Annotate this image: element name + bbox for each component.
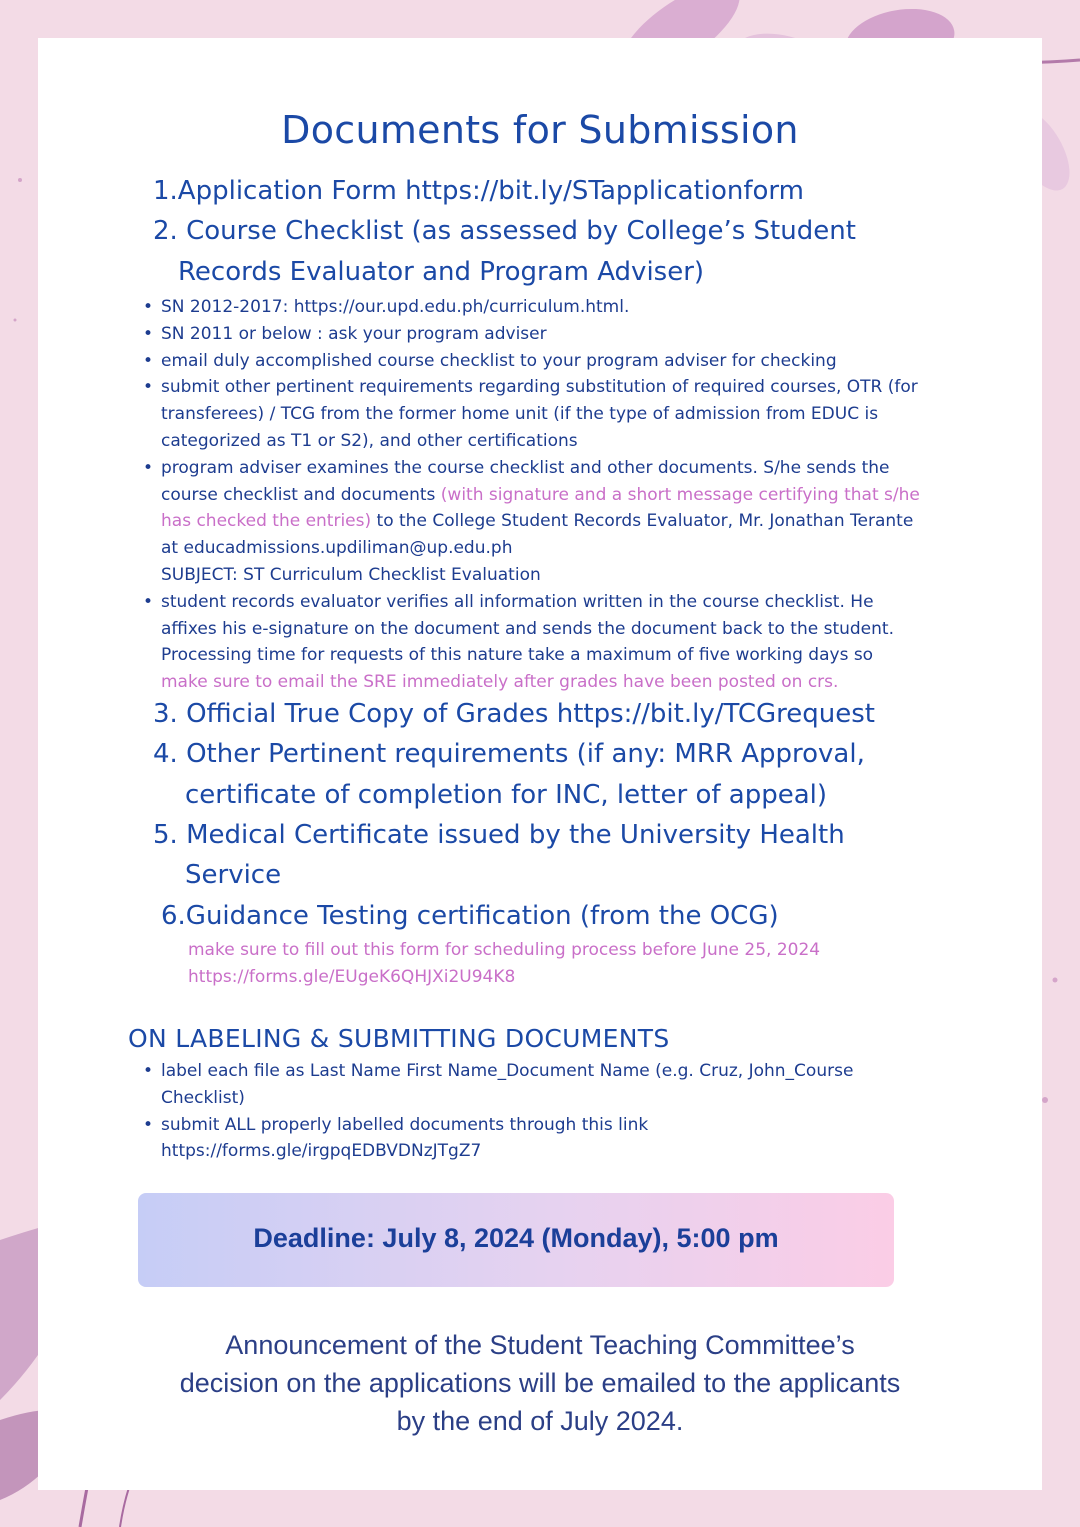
list-item-cont bbox=[161, 428, 1021, 455]
list-item-cont bbox=[161, 1138, 1021, 1165]
deadline-banner bbox=[138, 1193, 894, 1287]
list-item: • label each file as Last Name First Name_Document Name (e.g. Cruz, John_Course bbox=[143, 1061, 854, 1081]
announcement bbox=[140, 1326, 940, 1440]
item-true-copy-grades: 3. Official True Copy of Grades https://bit.ly/TCGrequest bbox=[153, 699, 875, 729]
announcement-line: by the end of July 2024. bbox=[396, 1406, 684, 1436]
bullet-text: course checklist and documents bbox=[161, 484, 436, 505]
announcement-line: decision on the applications will be emailed to the applicants bbox=[179, 1368, 901, 1398]
highlight-text: make sure to email the SRE immediately after grades have been posted on crs. bbox=[161, 672, 839, 693]
highlight-text: (with signature and a short message certifying that s/he bbox=[440, 484, 920, 505]
list-item: • program adviser examines the course checklist and other documents. S/he sends the bbox=[143, 457, 890, 478]
list-item-cont bbox=[161, 1085, 1021, 1112]
list-item: • SN 2012-2017: https://our.upd.edu.ph/curriculum.html. bbox=[143, 297, 630, 317]
bullet-text: Processing time for requests of this nature take a maximum of five working days so bbox=[161, 645, 874, 666]
bullet-text: SN 2012-2017: https://our.upd.edu.ph/curriculum.html. bbox=[161, 297, 630, 317]
list-item: • email duly accomplished course checklist to your program adviser for checking bbox=[143, 350, 837, 371]
bullet-text: transferees) / TCG from the former home unit (if the type of admission from EDUC is bbox=[161, 404, 879, 425]
list-item-cont bbox=[161, 669, 1021, 696]
list-item-cont bbox=[161, 616, 1021, 643]
bullet-text: label each file as Last Name First Name_Document Name (e.g. Cruz, John_Course bbox=[161, 1061, 854, 1081]
list-item-cont bbox=[161, 401, 1021, 428]
bullet-text: email duly accomplished course checklist to your program adviser for checking bbox=[161, 350, 837, 371]
email-subject: SUBJECT: ST Curriculum Checklist Evaluation bbox=[161, 564, 541, 585]
item-other-requirements-cont: certificate of completion for INC, letter of appeal) bbox=[185, 780, 828, 810]
bullet-text: student records evaluator verifies all information written in the course checklist. He bbox=[161, 591, 874, 612]
deadline-text: Deadline: July 8, 2024 (Monday), 5:00 pm bbox=[253, 1223, 779, 1253]
item-medical-certificate-cont: Service bbox=[185, 860, 282, 890]
item-application-form: 1.Application Form https://bit.ly/STapplicationform bbox=[153, 176, 804, 206]
bullet-text: Checklist) bbox=[161, 1087, 245, 1108]
checklist-bullet-list bbox=[143, 294, 1021, 696]
labeling-heading: ON LABELING & SUBMITTING DOCUMENTS bbox=[128, 1024, 670, 1053]
email-address: at educadmissions.updiliman@up.edu.ph bbox=[161, 538, 513, 559]
submission-link[interactable]: https://forms.gle/irgpqEDBVDNzJTgZ7 bbox=[161, 1141, 482, 1162]
list-item: • submit other pertinent requirements regarding substitution of required courses, OTR (for bbox=[143, 377, 918, 398]
list-item-cont bbox=[161, 482, 1021, 509]
announcement-line: Announcement of the Student Teaching Committee’s bbox=[225, 1330, 855, 1360]
bullet-text: submit ALL properly labelled documents through this link bbox=[161, 1114, 649, 1135]
list-item: • SN 2011 or below : ask your program adviser bbox=[143, 323, 547, 344]
bullet-text: categorized as T1 or S2), and other certifications bbox=[161, 430, 578, 451]
bullet-text: to the College Student Records Evaluator, Mr. Jonathan Terante bbox=[376, 511, 914, 532]
highlight-text: has checked the entries) bbox=[161, 511, 372, 532]
bullet-text: affixes his e-signature on the document and sends the document back to the student. bbox=[161, 618, 894, 639]
guidance-link[interactable]: https://forms.gle/EUgeK6QHJXi2U94K8 bbox=[188, 967, 516, 987]
bullet-text: program adviser examines the course checklist and other documents. S/he sends the bbox=[161, 457, 890, 478]
list-item-cont bbox=[161, 562, 1021, 589]
bullet-text: SN 2011 or below : ask your program adviser bbox=[161, 323, 547, 344]
list-item-cont bbox=[161, 508, 1021, 535]
item-medical-certificate: 5. Medical Certificate issued by the University Health bbox=[153, 820, 845, 850]
bullet-text: submit other pertinent requirements regarding substitution of required courses, OTR (for bbox=[161, 377, 918, 398]
list-item: • submit ALL properly labelled documents through this link bbox=[143, 1114, 649, 1135]
list-item-cont bbox=[161, 535, 1021, 562]
item-course-checklist: 2. Course Checklist (as assessed by College’s Student bbox=[153, 216, 856, 246]
labeling-bullet-list bbox=[143, 1058, 1021, 1165]
guidance-note: make sure to fill out this form for scheduling process before June 25, 2024 bbox=[188, 940, 821, 960]
item-other-requirements: 4. Other Pertinent requirements (if any: MRR Approval, bbox=[153, 739, 865, 769]
list-item-cont bbox=[161, 642, 1021, 669]
item-guidance-testing: 6.Guidance Testing certification (from the OCG) bbox=[161, 901, 779, 931]
page-title: Documents for Submission bbox=[281, 108, 799, 152]
list-item: • student records evaluator verifies all information written in the course checklist. He bbox=[143, 591, 874, 612]
item-course-checklist-cont: Records Evaluator and Program Adviser) bbox=[178, 257, 705, 287]
